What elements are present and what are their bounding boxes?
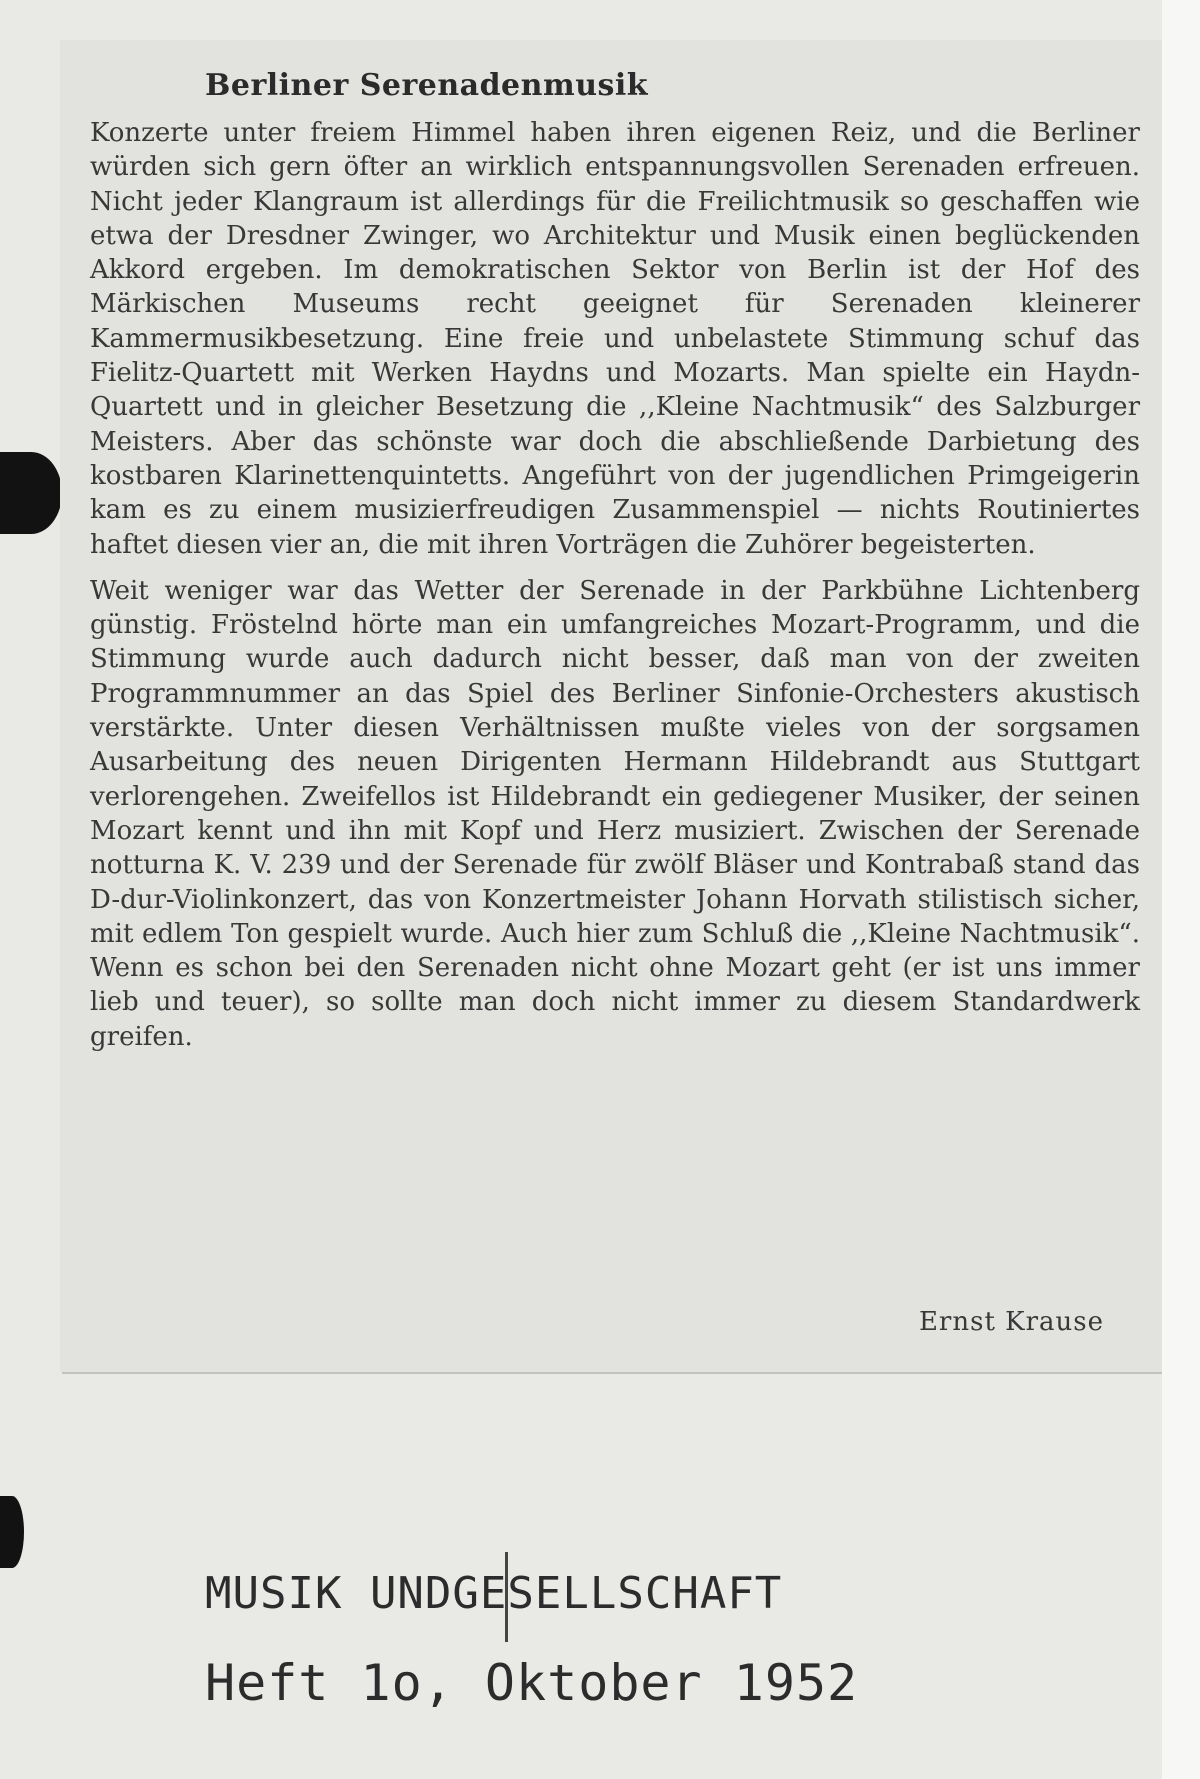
source-publication: MUSIK UNDGESELLSCHAFT [205,1568,783,1619]
source-issue: Heft 1o, Oktober 1952 [205,1654,859,1712]
article-body [90,116,1140,1054]
punch-hole [0,452,62,534]
punch-hole [0,1496,24,1568]
article-paragraph: Konzerte unter freiem Himmel haben ihren eigenen Reiz, und die Berliner würden sich gern öfter an wirklich entspannungsvollen Serenaden erfreuen. Nicht jeder Klangraum ist allerdings für die Freilichtmusik so geschaffen wie etwa der Dresdner Zwinger, wo Architektur und Musik einen beglückenden Akkord ergeben. Im demokratischen Sektor von Berlin ist der Hof des Märkischen Museums recht geeignet für Serenaden kleinerer Kammermusikbesetzung. Eine freie und unbelastete Stimmung schuf das Fielitz-Quartett mit Werken Haydns und Mozarts. Man spielte ein Haydn-Quartett und in gleicher Besetzung die ,,Kleine Nachtmusik“ des Salzburger Meisters. Aber das schönste war doch die abschließende Darbietung des kostbaren Klarinettenquintetts. Angeführt von der jugendlichen Primgeigerin kam es zu einem musizierfreudigen Zusammenspiel — nichts Routiniertes haftet diesen vier an, die mit ihren Vorträgen die Zuhörer begeisterten. [90,118,1140,560]
article-paragraph: Weit weniger war das Wetter der Serenade in der Parkbühne Lichtenberg günstig. Fröstelnd hörte man ein umfangreiches Mozart-Programm, und die Stimmung wurde auch dadurch nicht besser, daß man von der zweiten Programmnummer an das Spiel des Berliner Sinfonie-Orchesters akustisch verstärkte. Unter diesen Verhältnissen mußte vieles von der sorgsamen Ausarbeitung des neuen Dirigenten Hermann Hildebrandt aus Stuttgart verlorengehen. Zweifellos ist Hildebrandt ein gediegener Musiker, der seinen Mozart kennt und ihn mit Kopf und Herz musiziert. Zwischen der Serenade notturna K. V. 239 und der Serenade für zwölf Bläser und Kontrabaß stand das D-dur-Violinkonzert, das von Konzertmeister Johann Horvath stilistisch sicher, mit edlem Ton gespielt wurde. Auch hier zum Schluß die ,,Kleine Nachtmusik“. Wenn es schon bei den Serenaden nicht ohne Mozart geht (er ist uns immer lieb und teuer), so sollte man doch nicht immer zu diesem Standardwerk greifen. [90,575,1140,1052]
clipping-edge-rule [62,1372,1164,1374]
page-margin [1162,0,1200,1779]
article-headline: Berliner Serenadenmusik [205,68,649,103]
article-author: Ernst Krause [918,1307,1104,1337]
